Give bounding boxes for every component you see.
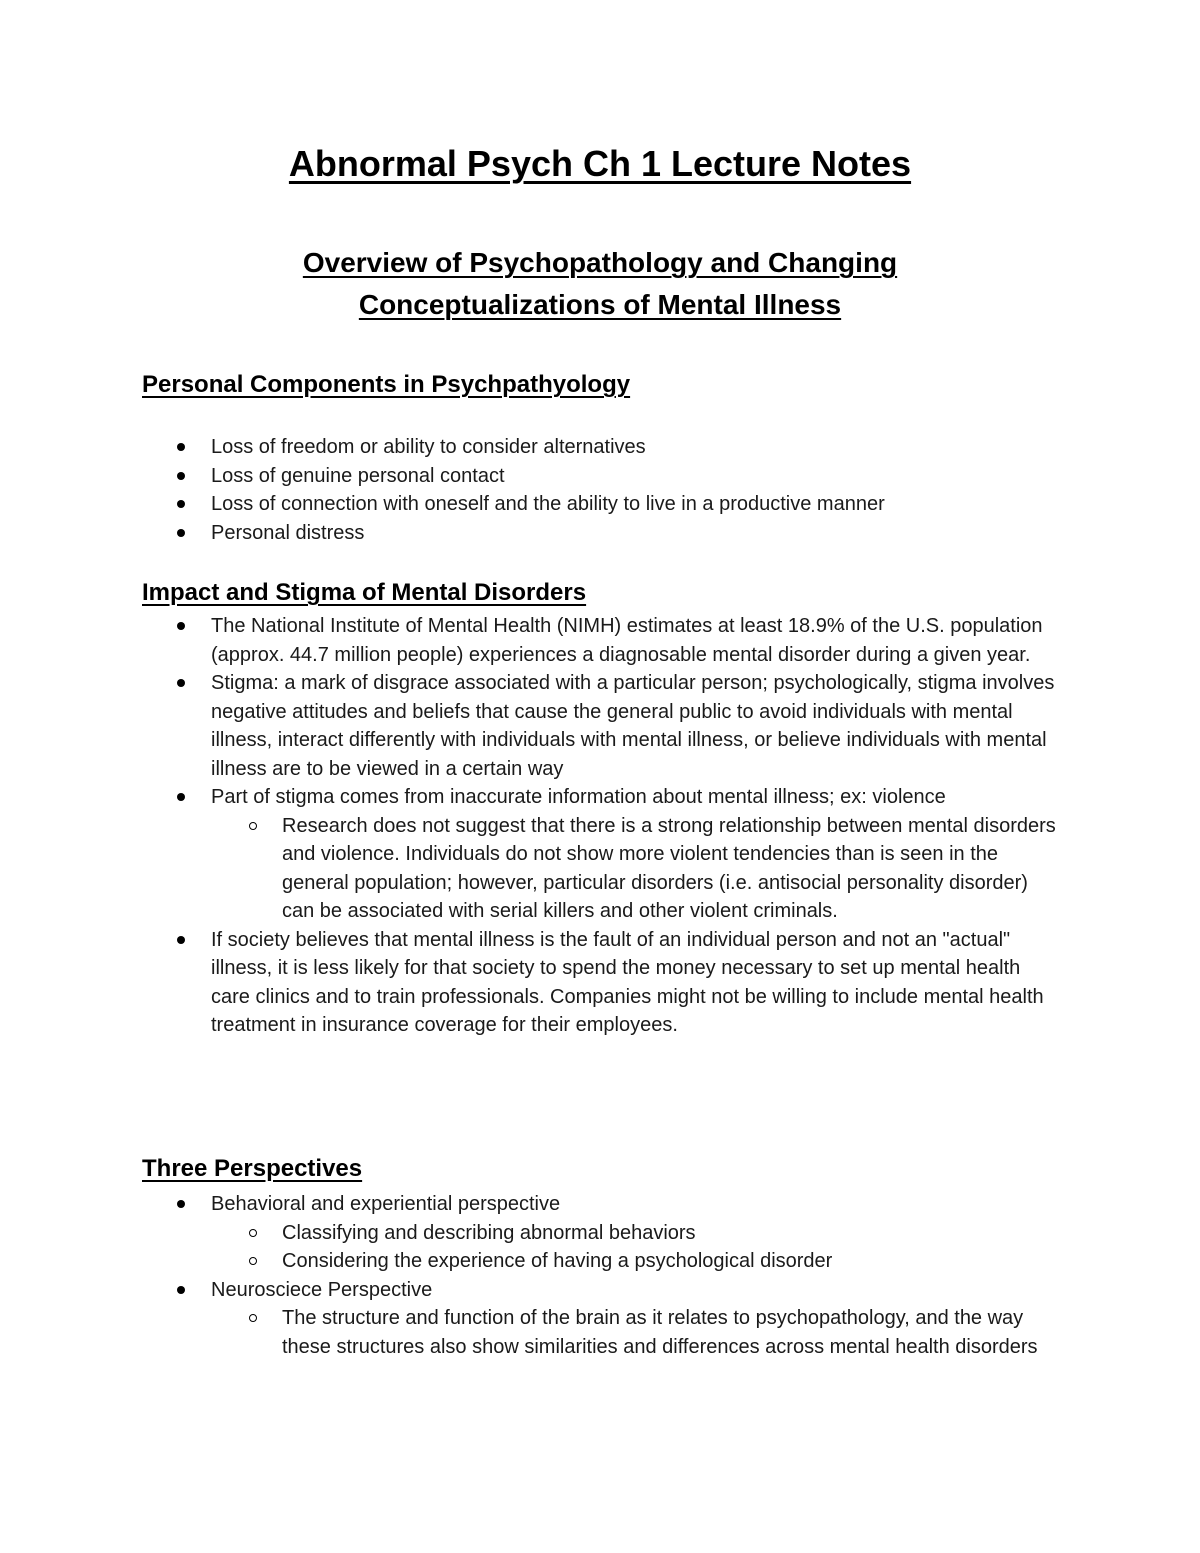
bullet-icon [177, 500, 185, 508]
sub-list-item: Classifying and describing abnormal behaviors [0, 1219, 1061, 1248]
three-perspectives-list [0, 1190, 1200, 1361]
hollow-bullet-icon [249, 1314, 257, 1322]
hollow-bullet-icon [249, 1257, 257, 1265]
document-subtitle [0, 242, 1200, 326]
impact-stigma-list [0, 612, 1200, 1040]
section-heading-personal-components: Personal Components in Psychpathyology [142, 371, 631, 398]
section-heading-impact-stigma: Impact and Stigma of Mental Disorders [142, 579, 587, 606]
sub-list-item: The structure and function of the brain as it relates to psychopathology, and the way these structures also show similarities and differences across mental health disorders [0, 1304, 1061, 1361]
list-item: Behavioral and experiential perspective [0, 1190, 1061, 1219]
bullet-icon [177, 793, 185, 801]
bullet-icon [177, 1200, 185, 1208]
list-item: Loss of genuine personal contact [0, 462, 1061, 491]
subtitle-line-2: Conceptualizations of Mental Illness [358, 289, 842, 320]
list-item: Part of stigma comes from inaccurate information about mental illness; ex: violence [0, 783, 1061, 812]
bullet-icon [177, 443, 185, 451]
document-title: Abnormal Psych Ch 1 Lecture Notes [288, 143, 912, 184]
hollow-bullet-icon [249, 1229, 257, 1237]
list-item: Stigma: a mark of disgrace associated with a particular person; psychologically, stigma involves negative attitudes and beliefs that cause the general public to avoid individuals with mental illness, interact differently with individuals with mental illness, or believe individuals with mental illness are to be viewed in a certain way [0, 669, 1061, 783]
list-item: Loss of freedom or ability to consider alternatives [0, 433, 1061, 462]
subtitle-line-1: Overview of Psychopathology and Changing [302, 247, 898, 278]
list-item: Loss of connection with oneself and the ability to live in a productive manner [0, 490, 1061, 519]
section-heading-three-perspectives: Three Perspectives [142, 1155, 363, 1182]
bullet-icon [177, 679, 185, 687]
bullet-icon [177, 472, 185, 480]
list-item: Personal distress [0, 519, 1061, 548]
sub-list-item: Research does not suggest that there is a strong relationship between mental disorders and violence. Individuals do not show more violent tendencies than is seen in the general population; however, particular disorders (i.e. antisocial personality disorder) can be associated with serial killers and other violent criminals. [0, 812, 1061, 926]
list-item: If society believes that mental illness is the fault of an individual person and not an "actual" illness, it is less likely for that society to spend the money necessary to set up mental health care clinics and to train professionals. Companies might not be willing to include mental health treatment in insurance coverage for their employees. [0, 926, 1061, 1040]
bullet-icon [177, 529, 185, 537]
bullet-icon [177, 936, 185, 944]
bullet-icon [177, 1286, 185, 1294]
list-item: The National Institute of Mental Health (NIMH) estimates at least 18.9% of the U.S. population (approx. 44.7 million people) experiences a diagnosable mental disorder during a given year. [0, 612, 1061, 669]
hollow-bullet-icon [249, 822, 257, 830]
bullet-icon [177, 622, 185, 630]
personal-components-list [0, 433, 1200, 547]
list-item: Neurosciece Perspective [0, 1276, 1061, 1305]
sub-list-item: Considering the experience of having a psychological disorder [0, 1247, 1061, 1276]
